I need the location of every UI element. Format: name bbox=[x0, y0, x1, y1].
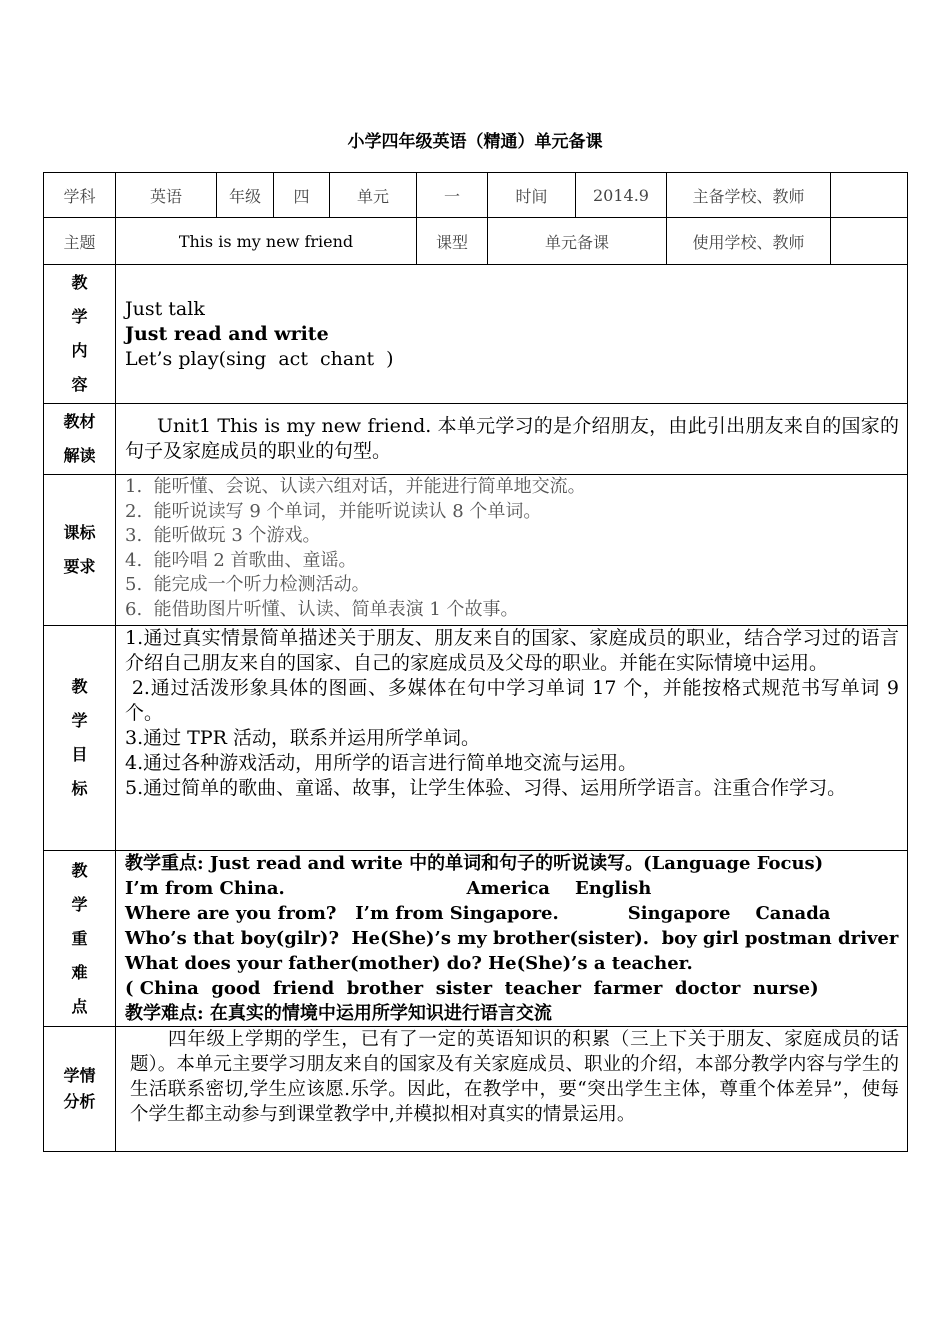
content-line: Let’s play(sing act chant ) bbox=[125, 347, 394, 370]
material-reading-row bbox=[44, 404, 908, 475]
key-line: Where are you from? I’m from Singapore. Singapore Canada bbox=[125, 903, 831, 924]
list-item: 5.通过简单的歌曲、童谣、故事，让学生体验、习得、运用所学语言。注重合作学习。 bbox=[125, 777, 847, 799]
list-item: 2. 能听说读写 9 个单词，并能听说读认 8 个单词。 bbox=[125, 500, 542, 522]
teaching-content-label: 教 学 内 容 bbox=[44, 265, 116, 404]
grade-label: 年级 bbox=[217, 173, 274, 218]
list-item: 3.通过 TPR 活动，联系并运用所学单词。 bbox=[125, 727, 480, 749]
subject-value: 英语 bbox=[116, 173, 217, 218]
topic-label: 主题 bbox=[44, 218, 116, 265]
list-item: 1.通过真实情景简单描述关于朋友、朋友来自的国家、家庭成员的职业，结合学习过的语言介绍自己朋友来自的国家、自己的家庭成员及父母的职业。并能在实际情境中运用。 bbox=[125, 627, 899, 674]
use-school-label: 使用学校、教师 bbox=[667, 218, 831, 265]
curriculum-standard-row bbox=[44, 475, 908, 626]
list-item: 2.通过活泼形象具体的图画、多媒体在句中学习单词 17 个，并能按格式规范书写单词 9 个。 bbox=[125, 677, 906, 724]
key-line: ( China good friend brother sister teacher farmer doctor nurse) bbox=[125, 978, 819, 999]
student-analysis-label: 学情 分析 bbox=[44, 1027, 116, 1152]
header-row-1 bbox=[44, 173, 908, 218]
content-line: Just read and write bbox=[125, 322, 329, 345]
teaching-content-row bbox=[44, 265, 908, 404]
header-row-2 bbox=[44, 218, 908, 265]
key-line: 教学难点: 在真实的情境中运用所学知识进行语言交流 bbox=[125, 1003, 552, 1024]
grade-value: 四 bbox=[274, 173, 330, 218]
page-title: 小学四年级英语（精通）单元备课 bbox=[347, 132, 603, 152]
teaching-goal-list bbox=[116, 626, 908, 851]
use-school-value bbox=[831, 218, 908, 265]
key-points-row bbox=[44, 851, 908, 1027]
material-reading-label: 教材 解读 bbox=[44, 404, 116, 475]
lesson-plan-table bbox=[43, 172, 908, 1152]
key-points-label: 教 学 重 难 点 bbox=[44, 851, 116, 1027]
lesson-type-label: 课型 bbox=[417, 218, 488, 265]
teaching-goal-row bbox=[44, 626, 908, 851]
key-points-text bbox=[116, 851, 908, 1027]
time-value: 2014.9 bbox=[576, 173, 667, 218]
time-label: 时间 bbox=[488, 173, 576, 218]
list-item: 5. 能完成一个听力检测活动。 bbox=[125, 574, 370, 595]
teaching-goal-label: 教 学 目 标 bbox=[44, 626, 116, 851]
list-item: 4. 能吟唱 2 首歌曲、童谣。 bbox=[125, 549, 357, 571]
teaching-content-text bbox=[116, 265, 908, 404]
list-item: 1. 能听懂、会说、认读六组对话，并能进行简单地交流。 bbox=[125, 476, 586, 497]
list-item: 3. 能听做玩 3 个游戏。 bbox=[125, 525, 321, 546]
subject-label: 学科 bbox=[44, 173, 116, 218]
topic-value: This is my new friend bbox=[116, 218, 417, 265]
key-line: Who’s that boy(gilr)? He(She)’s my brother(sister). boy girl postman driver bbox=[125, 928, 899, 949]
student-analysis-text: 四年级上学期的学生，已有了一定的英语知识的积累（三上下关于朋友、家庭成员的话题）。本单元主要学习朋友来自的国家及有关家庭成员、职业的介绍，本部分教学内容与学生的生活联系密切,学生应该愿.乐学。因此，在教学中，要“突出学生主体，尊重个体差异”，使每个学生都主动参与到课堂教学中,并模拟相对真实的情景运用。 bbox=[116, 1027, 908, 1152]
curriculum-standard-list bbox=[116, 475, 908, 626]
curriculum-standard-label: 课标 要求 bbox=[44, 475, 116, 626]
main-school-value bbox=[831, 173, 908, 218]
student-analysis-row bbox=[44, 1027, 908, 1152]
key-line: What does your father(mother) do? He(She)’s a teacher. bbox=[125, 953, 693, 974]
unit-label: 单元 bbox=[330, 173, 417, 218]
list-item: 6. 能借助图片听懂、认读、简单表演 1 个故事。 bbox=[125, 598, 519, 620]
lesson-type-value: 单元备课 bbox=[488, 218, 667, 265]
main-school-label: 主备学校、教师 bbox=[667, 173, 831, 218]
list-item: 4.通过各种游戏活动，用所学的语言进行简单地交流与运用。 bbox=[125, 752, 638, 774]
key-line: I’m from China. America English bbox=[125, 878, 652, 899]
content-line: Just talk bbox=[125, 297, 205, 320]
unit-value: 一 bbox=[417, 173, 488, 218]
material-reading-text: Unit1 This is my new friend. 本单元学习的是介绍朋友，由此引出朋友来自的国家的句子及家庭成员的职业的句型。 bbox=[116, 404, 908, 475]
key-line: 教学重点: Just read and write 中的单词和句子的听说读写。(Language Focus) bbox=[125, 853, 824, 874]
